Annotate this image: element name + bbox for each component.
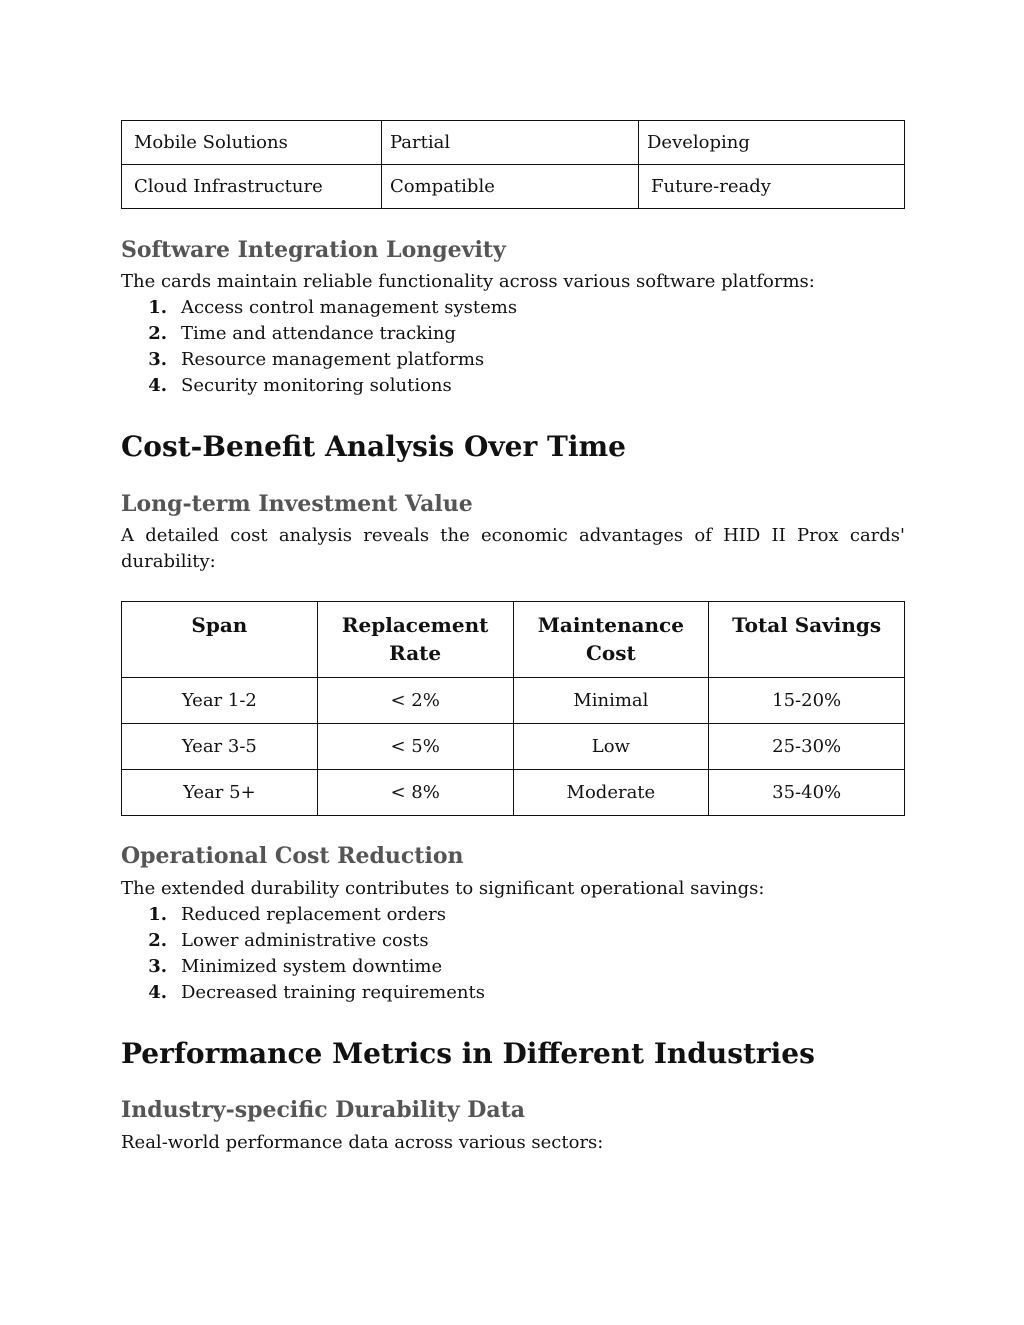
investment-value-heading: Long-term Investment Value [121, 490, 473, 517]
column-header: Total Savings [709, 602, 905, 678]
table-row [122, 770, 905, 816]
list-item [121, 373, 905, 399]
table-cell: Future-ready [639, 165, 905, 209]
list-item [121, 954, 905, 980]
investment-value-intro: A detailed cost analysis reveals the economic advantages of HID II Prox cards' durability: [121, 525, 905, 573]
table-header-row [122, 602, 905, 678]
industry-durability-heading: Industry-specific Durability Data [121, 1097, 526, 1124]
list-item-text: Minimized system downtime [181, 955, 443, 977]
list-item-text: Security monitoring solutions [181, 375, 452, 397]
table-row [122, 165, 905, 209]
table-cell: Moderate [513, 770, 709, 816]
column-header: Replacement Rate [317, 602, 513, 678]
table-cell: Mobile Solutions [122, 121, 382, 165]
table-cell: Cloud Infrastructure [122, 165, 382, 209]
table-cell: Minimal [513, 678, 709, 724]
column-header: Span [122, 602, 318, 678]
table-cell: 15-20% [709, 678, 905, 724]
list-number: 2. [148, 323, 167, 345]
list-number: 2. [148, 929, 167, 951]
industry-durability-intro: Real-world performance data across various sectors: [121, 1131, 604, 1153]
list-item-text: Resource management platforms [181, 349, 485, 371]
cost-analysis-table [121, 601, 905, 816]
table-cell: Year 3-5 [122, 724, 318, 770]
document-page [121, 120, 905, 1156]
table-cell: Year 1-2 [122, 678, 318, 724]
list-number: 4. [148, 375, 167, 397]
performance-metrics-heading: Performance Metrics in Different Industries [121, 1036, 815, 1070]
table-row [122, 121, 905, 165]
table-cell: < 8% [317, 770, 513, 816]
operational-cost-intro: The extended durability contributes to significant operational savings: [121, 877, 765, 899]
list-number: 1. [148, 297, 167, 319]
operational-cost-list [121, 902, 905, 1006]
table-cell: Developing [639, 121, 905, 165]
software-integration-intro: The cards maintain reliable functionality across various software platforms: [121, 271, 815, 293]
table-cell: Year 5+ [122, 770, 318, 816]
table-cell: Compatible [382, 165, 639, 209]
software-integration-list [121, 295, 905, 399]
table-cell: Low [513, 724, 709, 770]
list-number: 4. [148, 981, 167, 1003]
list-number: 3. [148, 955, 167, 977]
list-item [121, 980, 905, 1006]
operational-cost-heading: Operational Cost Reduction [121, 843, 464, 870]
list-item-text: Decreased training requirements [181, 981, 485, 1003]
software-integration-heading: Software Integration Longevity [121, 237, 506, 263]
table-cell: 25-30% [709, 724, 905, 770]
table-cell: < 5% [317, 724, 513, 770]
table-row [122, 724, 905, 770]
list-item-text: Time and attendance tracking [181, 323, 456, 345]
list-item-text: Access control management systems [181, 297, 518, 319]
table-cell: Partial [382, 121, 639, 165]
column-header: Maintenance Cost [513, 602, 709, 678]
table-cell: < 2% [317, 678, 513, 724]
list-item [121, 295, 905, 321]
list-number: 1. [148, 903, 167, 925]
list-item [121, 347, 905, 373]
list-item-text: Reduced replacement orders [181, 903, 447, 925]
cost-benefit-heading: Cost-Benefit Analysis Over Time [121, 430, 626, 464]
list-item [121, 928, 905, 954]
table-cell: 35-40% [709, 770, 905, 816]
list-item [121, 902, 905, 928]
table-row [122, 678, 905, 724]
list-item-text: Lower administrative costs [181, 929, 429, 951]
list-number: 3. [148, 349, 167, 371]
list-item [121, 321, 905, 347]
compatibility-table [121, 120, 905, 209]
